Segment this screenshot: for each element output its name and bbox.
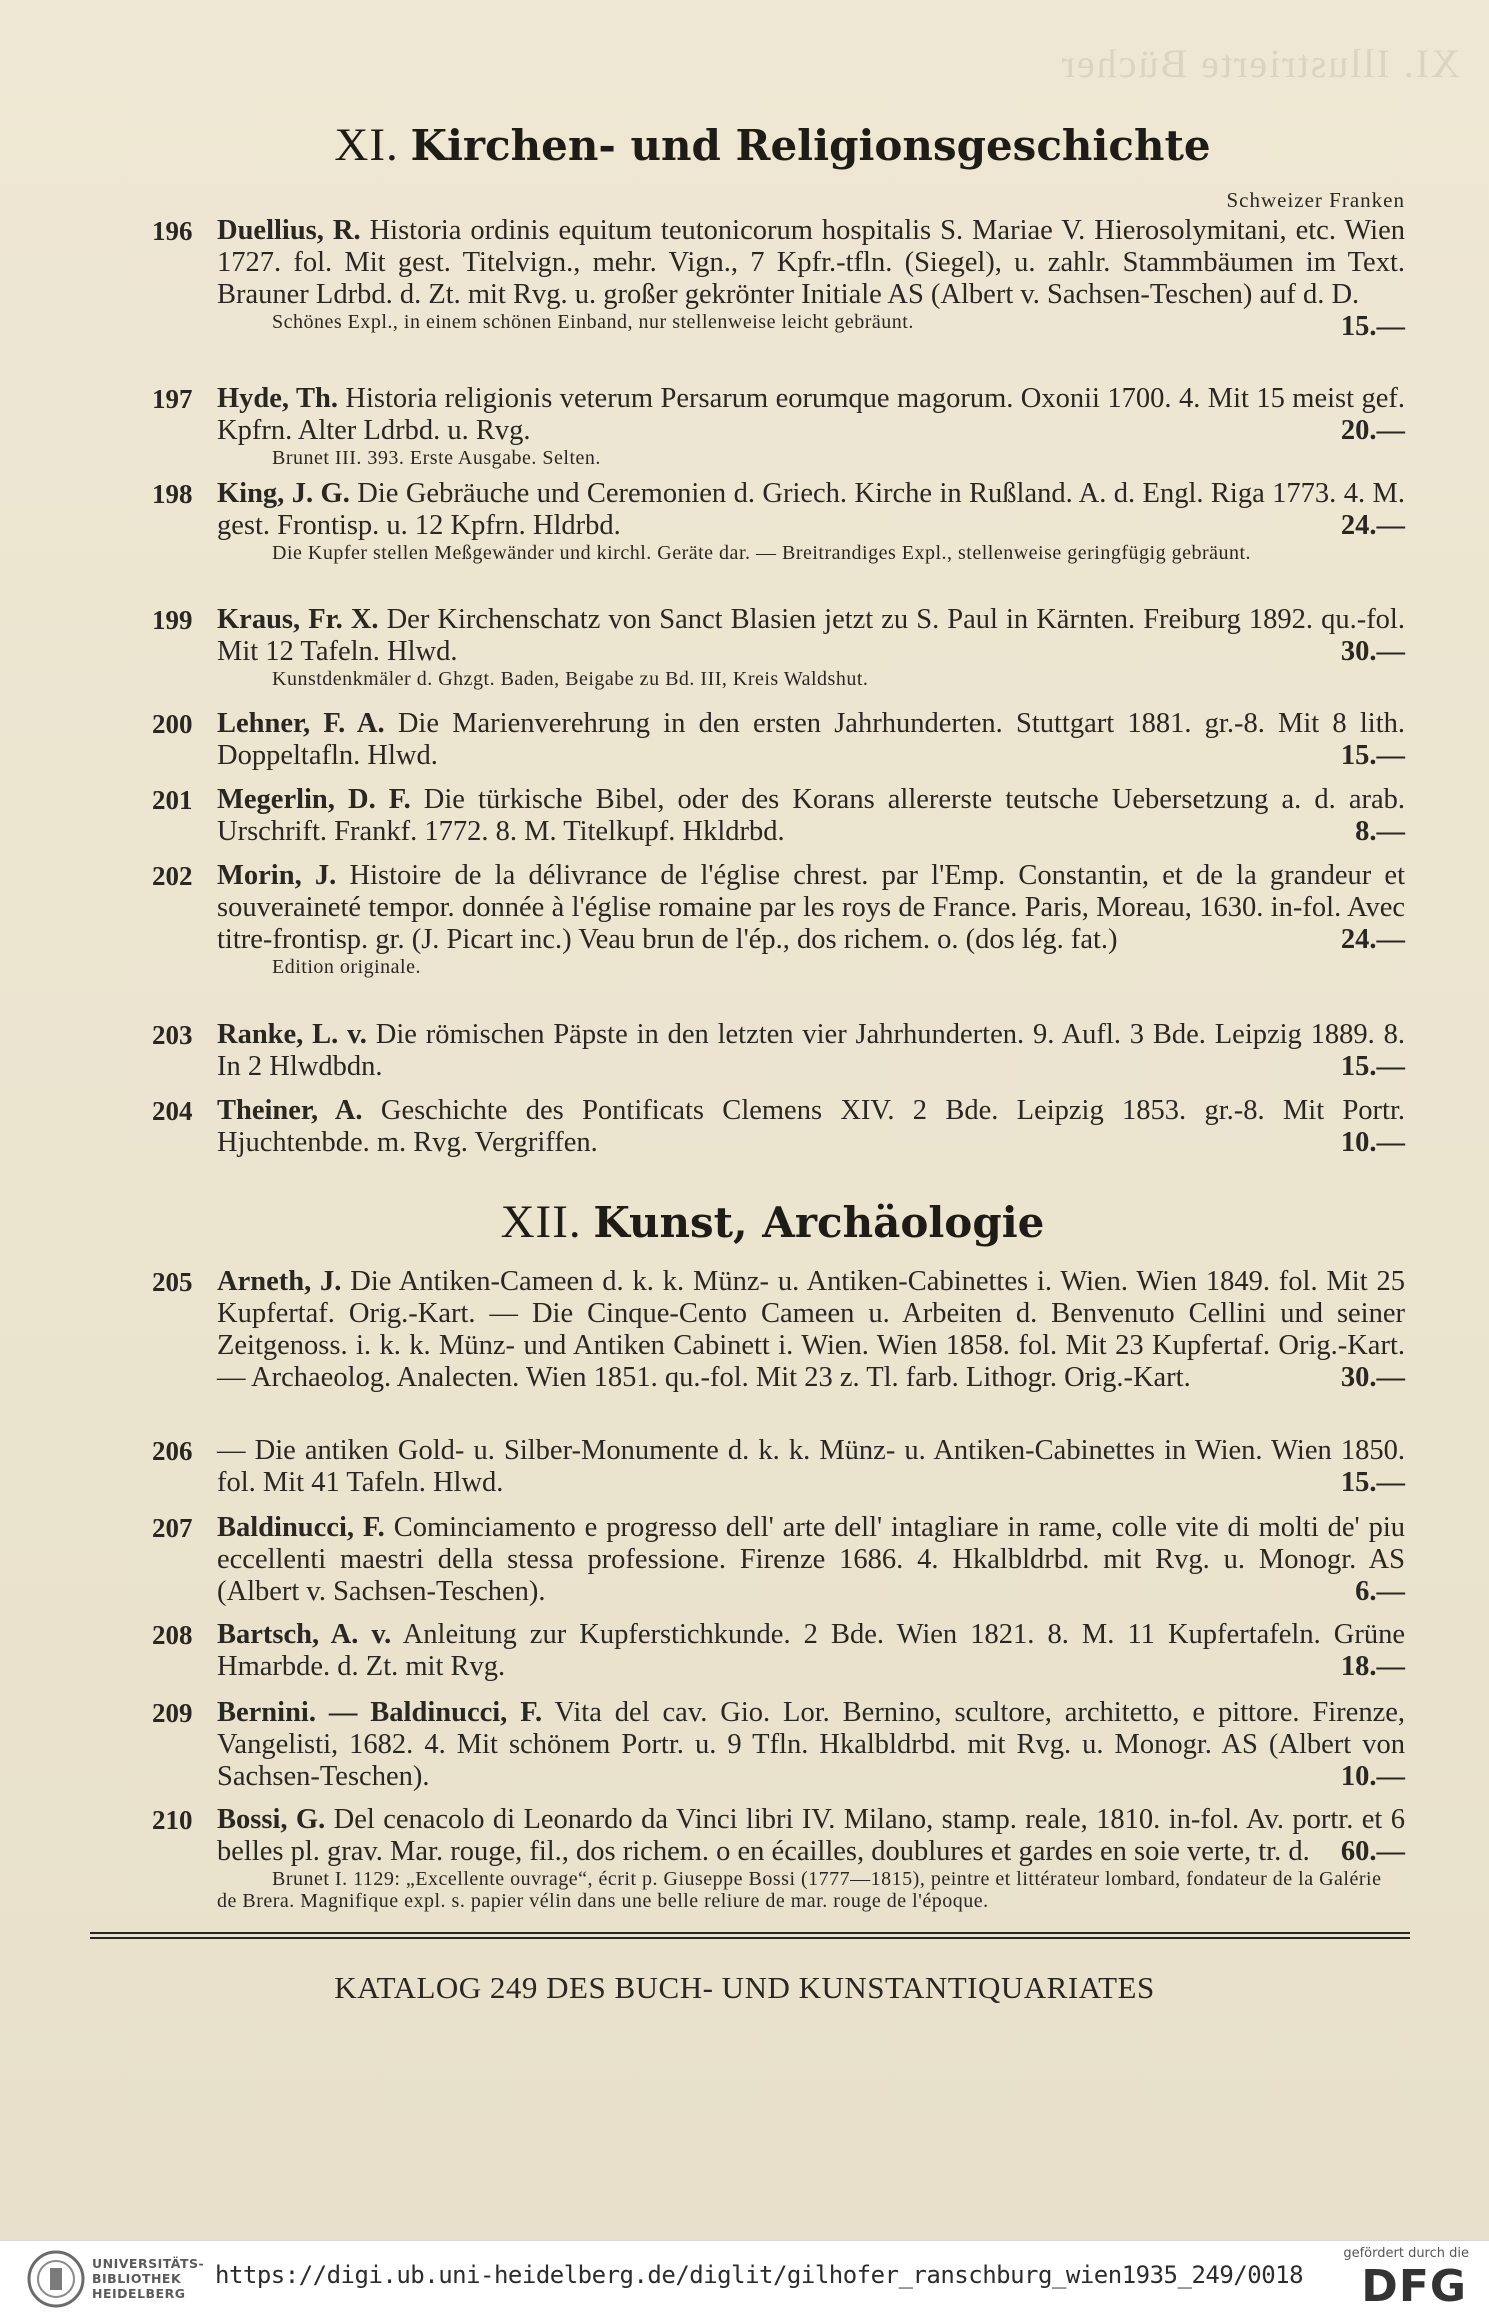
entry-price: 6.—	[1355, 1576, 1405, 1607]
currency-label: Schweizer Franken	[1226, 188, 1405, 212]
entry-author: Hyde, Th.	[217, 383, 338, 414]
permalink-url[interactable]: https://digi.ub.uni-heidelberg.de/diglit/gilhofer_ranschburg_wien1935_249/0018	[215, 2261, 1304, 2289]
catalog-entry-209	[140, 1697, 1405, 1793]
rule-line	[90, 1932, 1410, 1934]
catalog-footer: KATALOG 249 DES BUCH- UND KUNSTANTIQUARIATES	[334, 1970, 1155, 2005]
entry-note: Brunet I. 1129: „Excellente ouvrage“, écrit p. Giuseppe Bossi (1777—1815), peintre et littérateur lombard, fondateur de la Galérie de Brera. Magnifique expl. s. papier vélin dans une belle reliure de mar. rouge de l'époque.	[217, 1868, 1382, 1912]
entry-text: Die römischen Päpste in den letzten vier Jahrhunderten. 9. Aufl. 3 Bde. Leipzig 1889. 8. In 2 Hlwdbdn.	[217, 1019, 1405, 1082]
entry-text: — Die antiken Gold- u. Silber-Monumente d. k. k. Münz- u. Antiken-Cabinettes in Wien. Wien 1850. fol. Mit 41 Tafeln. Hlwd.	[217, 1435, 1405, 1498]
entry-note: Brunet III. 393. Erste Ausgabe. Selten.	[272, 447, 601, 469]
entry-number: 200	[152, 709, 193, 739]
entry-number: 209	[152, 1698, 193, 1728]
viewer-footer-bar	[0, 2240, 1489, 2316]
dfg-logo[interactable]: DFG	[1361, 2261, 1467, 2312]
entry-author: Megerlin, D. F.	[217, 784, 411, 815]
entry-body	[217, 1697, 1405, 1793]
catalog-entry-206	[140, 1435, 1405, 1499]
entry-number: 197	[152, 384, 193, 414]
entry-number: 207	[152, 1513, 193, 1543]
library-name[interactable]	[92, 2256, 204, 2301]
entry-text: Del cenacolo di Leonardo da Vinci libri IV. Milano, stamp. reale, 1810. in-fol. Av. portr. et 6 belles pl. grav. Mar. rouge, fil., dos richem. o en écailles, doublures et gardes en soie verte, tr. d.	[217, 1804, 1406, 1867]
catalog-entry-205	[140, 1266, 1405, 1394]
entry-author: Bartsch, A. v.	[217, 1619, 392, 1650]
entry-body	[217, 1512, 1405, 1608]
entry-author: Lehner, F. A.	[217, 708, 385, 739]
section-title: Kunst, Archäologie	[593, 1198, 1045, 1247]
entry-author: Ranke, L. v.	[217, 1019, 367, 1050]
entry-author: King, J. G.	[217, 478, 350, 509]
catalog-entry-202	[140, 860, 1405, 978]
entry-body	[217, 1019, 1405, 1083]
entry-price: 18.—	[1340, 1651, 1405, 1682]
catalog-entry-207	[140, 1512, 1405, 1608]
entry-number: 206	[152, 1436, 193, 1466]
entry-body	[217, 784, 1405, 848]
catalog-entry-200	[140, 708, 1405, 772]
bleed-through-text: XI. Illustrierte Bücher	[1059, 41, 1460, 86]
entry-text: Cominciamento e progresso dell' arte dell' intagliare in rame, colle vite di molti de' piu eccellenti maestri della stessa professione. Firenze 1686. 4. Hkalbldrbd. mit Rvg. u. Monogr. AS (Albert v. Sachsen-Teschen).	[217, 1512, 1405, 1607]
entry-note: Edition originale.	[272, 956, 421, 978]
catalog-entry-199	[140, 604, 1405, 690]
entry-number: 196	[152, 216, 193, 246]
entry-author: Bernini. — Baldinucci, F.	[217, 1697, 543, 1728]
entry-price: 15.—	[1340, 1051, 1405, 1082]
entry-body	[217, 478, 1405, 542]
entry-number: 199	[152, 605, 193, 635]
entry-text: Historia ordinis equitum teutonicorum hospitalis S. Mariae V. Hierosolymitani, etc. Wien 1727. fol. Mit gest. Titelvign., mehr. Vign., 7 Kpfr.-tfln. (Siegel), u. zahlr. Stammbäumen im Text. Brauner Ldrbd. d. Zt. mit Rvg. u. großer gekrönter Initiale AS (Albert v. Sachsen-Teschen) auf d. D.	[217, 215, 1405, 310]
entry-price: 60.—	[1340, 1836, 1405, 1867]
entry-body	[217, 1435, 1405, 1499]
entry-price: 15.—	[1340, 311, 1405, 342]
section-number: XII.	[500, 1196, 582, 1248]
entry-body	[217, 604, 1405, 668]
catalog-entry-208	[140, 1619, 1405, 1683]
rule-line	[90, 1937, 1410, 1939]
catalog-entry-196	[140, 215, 1405, 343]
entry-body	[217, 860, 1405, 956]
entry-text: Die Marienverehrung in den ersten Jahrhunderten. Stuttgart 1881. gr.-8. Mit 8 lith. Doppeltafln. Hlwd.	[217, 708, 1405, 771]
entry-price: 30.—	[1340, 636, 1405, 667]
catalog-entry-198	[140, 478, 1405, 564]
library-name-line: BIBLIOTHEK	[92, 2271, 182, 2286]
entry-number: 205	[152, 1267, 193, 1297]
entry-text: Geschichte des Pontificats Clemens XIV. 2 Bde. Leipzig 1853. gr.-8. Mit Portr. Hjuchtenbde. m. Rvg. Vergriffen.	[217, 1095, 1405, 1158]
entry-number: 198	[152, 479, 193, 509]
entry-body	[217, 708, 1405, 772]
university-seal-icon[interactable]	[26, 2249, 86, 2309]
entry-author: Kraus, Fr. X.	[217, 604, 379, 635]
entry-text: Die türkische Bibel, oder des Korans allererste teutsche Uebersetzung a. d. arab. Urschrift. Frankf. 1772. 8. M. Titelkupf. Hkldrbd.	[217, 784, 1405, 847]
section-title: Kirchen- und Religionsgeschichte	[410, 121, 1211, 170]
entry-text: Histoire de la délivrance de l'église chrest. par l'Emp. Constantin, et de la grandeur et souveraineté tempor. donnée à l'église romaine par les roys de France. Paris, Moreau, 1630. in-fol. Avec titre-frontisp. gr. (J. Picart inc.) Veau brun de l'ép., dos richem. o. (dos lég. fat.)	[217, 860, 1405, 955]
section-heading-xi	[140, 118, 1405, 172]
entry-author: Duellius, R.	[217, 215, 361, 246]
entry-author: Morin, J.	[217, 860, 337, 891]
entry-note: Schönes Expl., in einem schönen Einband, nur stellenweise leicht gebräunt.	[272, 311, 914, 333]
entry-note: Kunstdenkmäler d. Ghzgt. Baden, Beigabe zu Bd. III, Kreis Waldshut.	[272, 668, 869, 690]
catalog-entry-197	[140, 383, 1405, 469]
entry-body	[217, 1804, 1405, 1868]
catalog-entry-203	[140, 1019, 1405, 1083]
entry-author: Arneth, J.	[217, 1266, 342, 1297]
entry-number: 201	[152, 785, 193, 815]
entry-text: Die Gebräuche und Ceremonien d. Griech. Kirche in Rußland. A. d. Engl. Riga 1773. 4. M. gest. Frontisp. u. 12 Kpfrn. Hldrbd.	[217, 478, 1406, 541]
catalog-entry-201	[140, 784, 1405, 848]
entry-price: 20.—	[1340, 415, 1405, 446]
catalog-entry-204	[140, 1095, 1405, 1159]
entry-price: 10.—	[1340, 1761, 1405, 1792]
entry-number: 202	[152, 861, 193, 891]
entry-number: 208	[152, 1620, 193, 1650]
entry-body	[217, 1619, 1405, 1683]
entry-body	[217, 383, 1405, 447]
entry-price: 24.—	[1340, 924, 1405, 955]
entry-text: Der Kirchenschatz von Sanct Blasien jetzt zu S. Paul in Kärnten. Freiburg 1892. qu.-fol. Mit 12 Tafeln. Hlwd.	[217, 604, 1405, 667]
entry-price: 15.—	[1340, 740, 1405, 771]
entry-number: 210	[152, 1805, 193, 1835]
library-name-line: UNIVERSITÄTS-	[92, 2256, 205, 2271]
entry-text: Anleitung zur Kupferstichkunde. 2 Bde. Wien 1821. 8. M. 11 Kupfertafeln. Grüne Hmarbde. d. Zt. mit Rvg.	[217, 1619, 1405, 1682]
entry-body	[217, 1095, 1405, 1159]
footer-double-rule	[90, 1932, 1410, 1942]
entry-number: 203	[152, 1020, 193, 1050]
sponsor-caption: gefördert durch die	[1343, 2246, 1469, 2261]
entry-number: 204	[152, 1096, 193, 1126]
entry-price: 15.—	[1340, 1467, 1405, 1498]
entry-price: 30.—	[1340, 1362, 1405, 1393]
entry-author: Bossi, G.	[217, 1804, 326, 1835]
entry-text: Vita del cav. Gio. Lor. Bernino, scultore, architetto, e pittore. Firenze, Vangelisti, 1682. 4. Mit schönem Portr. u. 9 Tfln. Hkalbldrbd. mit Rvg. u. Monogr. AS (Albert von Sachsen-Teschen).	[217, 1697, 1405, 1792]
entry-note: Die Kupfer stellen Meßgewänder und kirchl. Geräte dar. — Breitrandiges Expl., stellenweise geringfügig gebräunt.	[272, 542, 1252, 564]
entry-price: 10.—	[1340, 1127, 1405, 1158]
section-heading-xii	[140, 1195, 1405, 1249]
library-name-line: HEIDELBERG	[92, 2286, 186, 2301]
entry-author: Theiner, A.	[217, 1095, 363, 1126]
entry-author: Baldinucci, F.	[217, 1512, 385, 1543]
section-number: XI.	[334, 119, 399, 171]
catalog-entry-210	[140, 1804, 1405, 1912]
entry-price: 8.—	[1355, 816, 1405, 847]
entry-text: Die Antiken-Cameen d. k. k. Münz- u. Antiken-Cabinettes i. Wien. Wien 1849. fol. Mit 25 Kupfertaf. Orig.-Kart. — Die Cinque-Cento Cameen u. Arbeiten d. Benvenuto Cellini und seiner Zeitgenoss. i. k. k. Münz- und Antiken Cabinett i. Wien. Wien 1858. fol. Mit 23 Kupfertaf. Orig.-Kart. — Archaeolog. Analecten. Wien 1851. qu.-fol. Mit 23 z. Tl. farb. Lithogr. Orig.-Kart.	[217, 1266, 1405, 1393]
entry-text: Historia religionis veterum Persarum eorumque magorum. Oxonii 1700. 4. Mit 15 meist gef. Kpfrn. Alter Ldrbd. u. Rvg.	[217, 383, 1406, 446]
entry-body	[217, 1266, 1405, 1394]
entry-price: 24.—	[1340, 510, 1405, 541]
